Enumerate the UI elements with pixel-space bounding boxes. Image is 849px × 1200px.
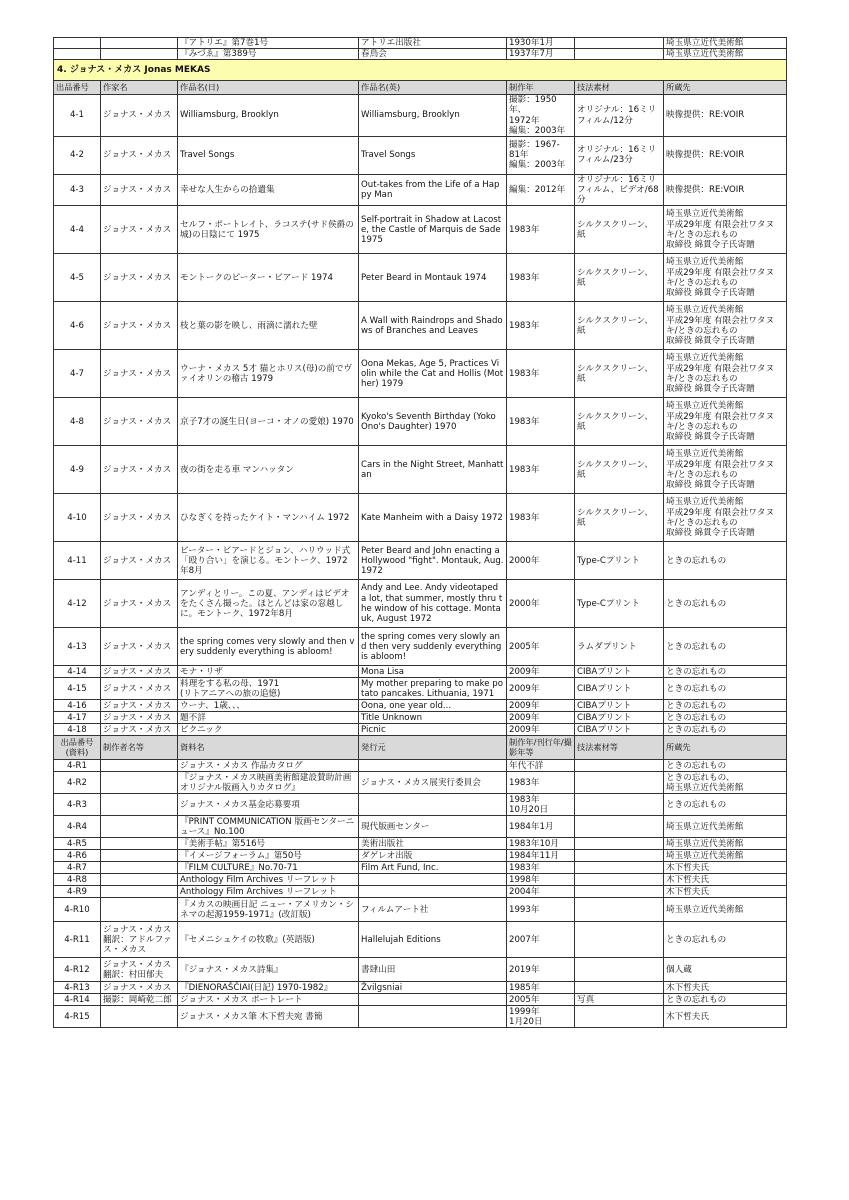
year-cell: 1983年 [507, 862, 575, 874]
year-cell: 編集：2012年 [507, 174, 575, 205]
year-cell: 1983年 [507, 446, 575, 494]
title-cell: 『セメニシュケイの牧歌』(英語版) [178, 922, 359, 958]
collection-cell: 埼玉県立近代美術館 [664, 49, 787, 60]
title-ja-cell: ひなぎくを持ったケイト・マンハイム 1972 [178, 494, 359, 542]
author-cell [101, 794, 178, 816]
title-cell: 『メカスの映画日記 ニュー・アメリカン・シネマの起源1959-1971』(改訂版) [178, 898, 359, 922]
collection-cell: ときの忘れもの [664, 994, 787, 1006]
collection-cell: 埼玉県立近代美術館 平成29年度 有限会社ワタヌキ/ときの忘れもの 取締役 綿貫令子氏寄贈 [664, 446, 787, 494]
publisher-cell: 書肆山田 [359, 958, 507, 982]
title-ja-cell: Williamsburg, Brooklyn [178, 95, 359, 137]
medium-cell: シルクスクリーン、紙 [575, 446, 664, 494]
medium-cell: オリジナル：16ミリフィルム/12分 [575, 95, 664, 137]
year-cell: 1999年 1月20日 [507, 1006, 575, 1028]
collection-cell: ときの忘れもの [664, 712, 787, 724]
collection-cell: 埼玉県立近代美術館 [664, 898, 787, 922]
title-en-cell: the spring comes very slowly and then very suddenly everything is abloom! [359, 628, 507, 666]
medium-cell: CIBAプリント [575, 666, 664, 678]
title-en-cell: Self-portrait in Shadow at Lacoste, the Castle of Marquis de Sade 1975 [359, 206, 507, 254]
medium-cell: シルクスクリーン、紙 [575, 494, 664, 542]
medium-cell [575, 816, 664, 838]
collection-cell: 埼玉県立近代美術館 [664, 38, 787, 49]
title-en-cell: Williamsburg, Brooklyn [359, 95, 507, 137]
title-en-cell: Kate Manheim with a Daisy 1972 [359, 494, 507, 542]
collection-cell: ときの忘れもの [664, 760, 787, 772]
table-row [54, 666, 787, 678]
table-row [54, 886, 787, 898]
medium-cell: CIBAプリント [575, 724, 664, 736]
publisher-cell: 現代版画センター [359, 816, 507, 838]
table-row [54, 678, 787, 700]
collection-cell: ときの忘れもの [664, 724, 787, 736]
table-row [54, 580, 787, 628]
number-cell: 4-R4 [54, 816, 101, 838]
title-en-cell: Kyoko's Seventh Birthday (Yoko Ono's Daughter) 1970 [359, 398, 507, 446]
medium-cell: シルクスクリーン、紙 [575, 254, 664, 302]
title-ja-cell: 幸せな人生からの拾遺集 [178, 174, 359, 205]
table-row [54, 922, 787, 958]
title-cell: 『アトリエ』第7巻1号 [178, 38, 359, 49]
medium-cell: シルクスクリーン、紙 [575, 206, 664, 254]
number-cell: 4-10 [54, 494, 101, 542]
number-cell: 4-15 [54, 678, 101, 700]
table-row [54, 874, 787, 886]
title-en-cell: A Wall with Raindrops and Shadows of Branches and Leaves [359, 302, 507, 350]
collection-cell: 映像提供：RE:VOIR [664, 136, 787, 174]
artist-cell: ジョナス・メカス [101, 494, 178, 542]
title-ja-cell: 題不詳 [178, 712, 359, 724]
header-year: 制作年 [507, 81, 575, 95]
year-cell: 1983年 [507, 494, 575, 542]
medium-cell: オリジナル：16ミリフィルム/23分 [575, 136, 664, 174]
title-ja-cell: ウーナ、1歳、、、 [178, 700, 359, 712]
number-cell: 4-17 [54, 712, 101, 724]
artist-cell: ジョナス・メカス [101, 206, 178, 254]
table-row [54, 862, 787, 874]
date-cell: 1930年1月 [507, 38, 575, 49]
number-cell: 4-R11 [54, 922, 101, 958]
table-row [54, 958, 787, 982]
author-cell: ジョナス・メカス 翻訳：村田郁夫 [101, 958, 178, 982]
publisher-cell [359, 760, 507, 772]
year-cell: 1984年11月 [507, 850, 575, 862]
author-cell [101, 862, 178, 874]
author-cell [101, 874, 178, 886]
year-cell: 2009年 [507, 712, 575, 724]
artist-cell [101, 38, 178, 49]
collection-cell: 映像提供：RE:VOIR [664, 174, 787, 205]
number-cell: 4-R8 [54, 874, 101, 886]
title-cell: 『PRINT COMMUNICATION 版画センターニュース』No.100 [178, 816, 359, 838]
number-cell: 4-14 [54, 666, 101, 678]
number-cell: 4-8 [54, 398, 101, 446]
medium-cell [575, 898, 664, 922]
year-cell: 2009年 [507, 700, 575, 712]
publisher-cell: Žvilgsniai [359, 982, 507, 994]
title-cell: 『イメージフォーラム』第50号 [178, 850, 359, 862]
title-en-cell: Out-takes from the Life of a Happy Man [359, 174, 507, 205]
year-cell: 2007年 [507, 922, 575, 958]
artist-cell: ジョナス・メカス [101, 136, 178, 174]
artist-cell: ジョナス・メカス [101, 700, 178, 712]
table-row [54, 350, 787, 398]
artist-cell: ジョナス・メカス [101, 724, 178, 736]
collection-cell: 個人蔵 [664, 958, 787, 982]
title-cell: 『FILM CULTURE』No.70-71 [178, 862, 359, 874]
table-row [54, 174, 787, 205]
medium-cell: CIBAプリント [575, 678, 664, 700]
collection-cell: 埼玉県立近代美術館 [664, 816, 787, 838]
title-cell: 『ジョナス・メカス詩集』 [178, 958, 359, 982]
table-row [54, 38, 787, 49]
publisher-cell: アトリエ出版社 [359, 38, 507, 49]
number-cell: 4-3 [54, 174, 101, 205]
medium-cell: CIBAプリント [575, 712, 664, 724]
title-ja-cell: モントークのピーター・ビアード 1974 [178, 254, 359, 302]
table-row [54, 49, 787, 60]
title-cell: ジョナス・メカス筆 木下哲夫宛 書簡 [178, 1006, 359, 1028]
medium-cell: シルクスクリーン、紙 [575, 398, 664, 446]
medium-cell: シルクスクリーン、紙 [575, 302, 664, 350]
collection-cell: ときの忘れもの [664, 794, 787, 816]
table-row [54, 850, 787, 862]
collection-cell: 木下哲夫氏 [664, 874, 787, 886]
year-cell: 2005年 [507, 994, 575, 1006]
table-row [54, 794, 787, 816]
medium-cell [575, 874, 664, 886]
exhibit-list-table [53, 37, 787, 1028]
title-ja-cell: セルフ・ポートレイト、ラコステ(サド侯爵の城)の日陰にて 1975 [178, 206, 359, 254]
year-cell: 1998年 [507, 874, 575, 886]
number-cell: 4-R10 [54, 898, 101, 922]
table-row [54, 838, 787, 850]
medium-cell: Type-Cプリント [575, 580, 664, 628]
number-cell: 4-2 [54, 136, 101, 174]
number-cell: 4-R3 [54, 794, 101, 816]
medium-cell: 写真 [575, 994, 664, 1006]
year-cell: 1983年 10月20日 [507, 794, 575, 816]
year-cell: 1983年 [507, 772, 575, 794]
title-en-cell: Peter Beard and John enacting a Hollywood "fight". Montauk, Aug. 1972 [359, 542, 507, 580]
number-cell: 4-R14 [54, 994, 101, 1006]
number-cell: 4-R5 [54, 838, 101, 850]
medium-cell [575, 958, 664, 982]
collection-cell: 埼玉県立近代美術館 [664, 838, 787, 850]
title-en-cell: Mona Lisa [359, 666, 507, 678]
artist-cell: ジョナス・メカス [101, 350, 178, 398]
artist-cell: ジョナス・メカス [101, 398, 178, 446]
medium-cell [575, 922, 664, 958]
publisher-cell [359, 994, 507, 1006]
year-cell: 2019年 [507, 958, 575, 982]
table-row [54, 302, 787, 350]
table-row [54, 628, 787, 666]
collection-cell: 埼玉県立近代美術館 平成29年度 有限会社ワタヌキ/ときの忘れもの 取締役 綿貫令子氏寄贈 [664, 494, 787, 542]
medium-cell [575, 760, 664, 772]
artist-cell: ジョナス・メカス [101, 666, 178, 678]
table-row [54, 816, 787, 838]
title-en-cell: Oona, one year old... [359, 700, 507, 712]
medium-cell [575, 38, 664, 49]
title-ja-cell: 京子7才の誕生日(ヨーコ・オノの愛娘) 1970 [178, 398, 359, 446]
collection-cell: 木下哲夫氏 [664, 1006, 787, 1028]
medium-cell [575, 886, 664, 898]
collection-cell: 埼玉県立近代美術館 [664, 850, 787, 862]
publisher-cell [359, 886, 507, 898]
year-cell: 年代不詳 [507, 760, 575, 772]
publisher-cell [359, 1006, 507, 1028]
header-collection: 所蔵先 [664, 736, 787, 760]
header-collection: 所蔵先 [664, 81, 787, 95]
number-cell: 4-11 [54, 542, 101, 580]
collection-cell: ときの忘れもの [664, 678, 787, 700]
publisher-cell: Hallelujah Editions [359, 922, 507, 958]
title-ja-cell: モナ・リザ [178, 666, 359, 678]
year-cell: 2000年 [507, 580, 575, 628]
header-row [54, 81, 787, 95]
table-row [54, 700, 787, 712]
table-row [54, 898, 787, 922]
artist-cell: ジョナス・メカス [101, 95, 178, 137]
year-cell: 2004年 [507, 886, 575, 898]
author-cell [101, 898, 178, 922]
title-cell: 『みづゑ』第389号 [178, 49, 359, 60]
header-title-en: 作品名(英) [359, 81, 507, 95]
header-medium: 技法素材等 [575, 736, 664, 760]
artist-cell: ジョナス・メカス [101, 712, 178, 724]
number-cell: 4-1 [54, 95, 101, 137]
section-row [54, 60, 787, 81]
table-row [54, 95, 787, 137]
author-cell [101, 1006, 178, 1028]
year-cell: 1984年1月 [507, 816, 575, 838]
collection-cell: ときの忘れもの [664, 628, 787, 666]
publisher-cell [359, 874, 507, 886]
title-en-cell: Andy and Lee. Andy videotaped a lot, that summer, mostly thru the window of his cottage. Montauk, August 1972 [359, 580, 507, 628]
publisher-cell: Film Art Fund, Inc. [359, 862, 507, 874]
year-cell: 1985年 [507, 982, 575, 994]
number-cell: 4-7 [54, 350, 101, 398]
title-ja-cell: ピーター・ビアードとジョン、ハリウッド式「殴り合い」を演じる。モントーク、1972年8月 [178, 542, 359, 580]
title-cell: ジョナス・メカス ポートレート [178, 994, 359, 1006]
medium-cell [575, 1006, 664, 1028]
collection-cell: 木下哲夫氏 [664, 982, 787, 994]
collection-cell: ときの忘れもの [664, 580, 787, 628]
author-cell: ジョナス・メカス [101, 982, 178, 994]
medium-cell: CIBAプリント [575, 700, 664, 712]
header-artist: 作家名 [101, 81, 178, 95]
table-row [54, 542, 787, 580]
header-title: 資料名 [178, 736, 359, 760]
artist-cell: ジョナス・メカス [101, 174, 178, 205]
title-en-cell: Peter Beard in Montauk 1974 [359, 254, 507, 302]
title-ja-cell: 枝と葉の影を映し、雨滴に濡れた壁 [178, 302, 359, 350]
year-cell: 撮影：1967- 81年 編集：2003年 [507, 136, 575, 174]
title-en-cell: Travel Songs [359, 136, 507, 174]
table-row [54, 398, 787, 446]
number-cell: 4-13 [54, 628, 101, 666]
title-en-cell: Cars in the Night Street, Manhattan [359, 446, 507, 494]
number-cell: 4-9 [54, 446, 101, 494]
medium-cell [575, 772, 664, 794]
section-title: 4. ジョナス・メカス Jonas MEKAS [54, 60, 787, 81]
artist-cell: ジョナス・メカス [101, 580, 178, 628]
date-cell: 1937年7月 [507, 49, 575, 60]
year-cell: 1983年 [507, 350, 575, 398]
medium-cell [575, 850, 664, 862]
title-cell: 『DIENORAŠČIAI(日記) 1970-1982』 [178, 982, 359, 994]
title-ja-cell: ウーナ・メカス 5才 猫とホリス(母)の前でヴァイオリンの稽古 1979 [178, 350, 359, 398]
title-en-cell: My mother preparing to make potato pancakes. Lithuania, 1971 [359, 678, 507, 700]
table-row [54, 982, 787, 994]
header-publisher: 発行元 [359, 736, 507, 760]
number-cell [54, 38, 101, 49]
title-ja-cell: Travel Songs [178, 136, 359, 174]
title-ja-cell: アンディとリー。この夏、アンディはビデオをたくさん撮った。ほとんどは家の窓越しに。モントーク、1972年8月 [178, 580, 359, 628]
medium-cell [575, 982, 664, 994]
year-cell: 1983年 [507, 398, 575, 446]
number-cell: 4-R2 [54, 772, 101, 794]
medium-cell: オリジナル：16ミリフィルム、ビデオ/68分 [575, 174, 664, 205]
table-row [54, 254, 787, 302]
table-row [54, 760, 787, 772]
table-row [54, 772, 787, 794]
collection-cell: ときの忘れもの [664, 542, 787, 580]
artist-cell: ジョナス・メカス [101, 302, 178, 350]
collection-cell: 木下哲夫氏 [664, 862, 787, 874]
author-cell [101, 838, 178, 850]
table-row [54, 712, 787, 724]
medium-cell [575, 49, 664, 60]
collection-cell: ときの忘れもの [664, 922, 787, 958]
year-cell: 2009年 [507, 678, 575, 700]
title-cell: 『ジョナス・メカス映画美術館建設賛助計画 オリジナル版画入りカタログ』 [178, 772, 359, 794]
artist-cell: ジョナス・メカス [101, 254, 178, 302]
table-row [54, 994, 787, 1006]
number-cell: 4-R1 [54, 760, 101, 772]
publisher-cell [359, 794, 507, 816]
author-cell [101, 772, 178, 794]
medium-cell: Type-Cプリント [575, 542, 664, 580]
author-cell [101, 886, 178, 898]
table-row [54, 724, 787, 736]
number-cell: 4-6 [54, 302, 101, 350]
header-author: 制作者名等 [101, 736, 178, 760]
year-cell: 1983年10月 [507, 838, 575, 850]
table-row [54, 1006, 787, 1028]
medium-cell [575, 838, 664, 850]
medium-cell [575, 794, 664, 816]
number-cell: 4-R7 [54, 862, 101, 874]
title-en-cell: Oona Mekas, Age 5, Practices Violin while the Cat and Hollis (Mother) 1979 [359, 350, 507, 398]
year-cell: 1993年 [507, 898, 575, 922]
collection-cell: 埼玉県立近代美術館 平成29年度 有限会社ワタヌキ/ときの忘れもの 取締役 綿貫令子氏寄贈 [664, 350, 787, 398]
header-medium: 技法素材 [575, 81, 664, 95]
number-cell: 4-R15 [54, 1006, 101, 1028]
title-ja-cell: ピクニック [178, 724, 359, 736]
year-cell: 2009年 [507, 724, 575, 736]
publisher-cell: 春鳥会 [359, 49, 507, 60]
year-cell: 1983年 [507, 254, 575, 302]
header-no: 出品番号 (資料) [54, 736, 101, 760]
medium-cell: シルクスクリーン、紙 [575, 350, 664, 398]
title-en-cell: Title Unknown [359, 712, 507, 724]
number-cell: 4-12 [54, 580, 101, 628]
medium-cell: ラムダプリント [575, 628, 664, 666]
medium-cell [575, 862, 664, 874]
collection-cell: ときの忘れもの [664, 700, 787, 712]
author-cell [101, 816, 178, 838]
artist-cell: ジョナス・メカス [101, 542, 178, 580]
author-cell [101, 850, 178, 862]
title-cell: Anthology Film Archives リーフレット [178, 874, 359, 886]
collection-cell: 映像提供：RE:VOIR [664, 95, 787, 137]
number-cell: 4-R6 [54, 850, 101, 862]
author-cell: 撮影：岡崎乾二郎 [101, 994, 178, 1006]
header-title-ja: 作品名(日) [178, 81, 359, 95]
number-cell: 4-R9 [54, 886, 101, 898]
collection-cell: ときの忘れもの [664, 666, 787, 678]
title-ja-cell: 夜の街を走る車 マンハッタン [178, 446, 359, 494]
artist-cell: ジョナス・メカス [101, 628, 178, 666]
author-cell: ジョナス・メカス 翻訳：アドルファス・メカス [101, 922, 178, 958]
title-ja-cell: 料理をする私の母、1971 (リトアニアへの旅の追憶) [178, 678, 359, 700]
year-cell: 2005年 [507, 628, 575, 666]
publisher-cell: フィルムアート社 [359, 898, 507, 922]
header-no: 出品番号 [54, 81, 101, 95]
year-cell: 2009年 [507, 666, 575, 678]
title-cell: 『美術手帖』第516号 [178, 838, 359, 850]
title-cell: Anthology Film Archives リーフレット [178, 886, 359, 898]
title-en-cell: Picnic [359, 724, 507, 736]
number-cell: 4-18 [54, 724, 101, 736]
year-cell: 2000年 [507, 542, 575, 580]
title-cell: ジョナス・メカス基金応募要項 [178, 794, 359, 816]
table-row [54, 494, 787, 542]
artist-cell [101, 49, 178, 60]
publisher-cell: 美術出版社 [359, 838, 507, 850]
publisher-cell: ジョナス・メカス展実行委員会 [359, 772, 507, 794]
number-cell: 4-R12 [54, 958, 101, 982]
number-cell: 4-5 [54, 254, 101, 302]
year-cell: 撮影：1950年、 1972年 編集：2003年 [507, 95, 575, 137]
artist-cell: ジョナス・メカス [101, 678, 178, 700]
title-ja-cell: the spring comes very slowly and then very suddenly everything is abloom! [178, 628, 359, 666]
collection-cell: 埼玉県立近代美術館 平成29年度 有限会社ワタヌキ/ときの忘れもの 取締役 綿貫令子氏寄贈 [664, 254, 787, 302]
artist-cell: ジョナス・メカス [101, 446, 178, 494]
year-cell: 1983年 [507, 206, 575, 254]
number-cell [54, 49, 101, 60]
header-row [54, 736, 787, 760]
collection-cell: 埼玉県立近代美術館 平成29年度 有限会社ワタヌキ/ときの忘れもの 取締役 綿貫令子氏寄贈 [664, 398, 787, 446]
collection-cell: 埼玉県立近代美術館 平成29年度 有限会社ワタヌキ/ときの忘れもの 取締役 綿貫令子氏寄贈 [664, 302, 787, 350]
collection-cell: ときの忘れもの、 埼玉県立近代美術館 [664, 772, 787, 794]
header-year: 制作年/刊行年/撮影年等 [507, 736, 575, 760]
title-cell: ジョナス・メカス 作品カタログ [178, 760, 359, 772]
collection-cell: 埼玉県立近代美術館 平成29年度 有限会社ワタヌキ/ときの忘れもの 取締役 綿貫令子氏寄贈 [664, 206, 787, 254]
table-row [54, 136, 787, 174]
number-cell: 4-4 [54, 206, 101, 254]
publisher-cell: ダゲレオ出版 [359, 850, 507, 862]
collection-cell: 木下哲夫氏 [664, 886, 787, 898]
number-cell: 4-R13 [54, 982, 101, 994]
author-cell [101, 760, 178, 772]
table-row [54, 206, 787, 254]
year-cell: 1983年 [507, 302, 575, 350]
number-cell: 4-16 [54, 700, 101, 712]
table-row [54, 446, 787, 494]
